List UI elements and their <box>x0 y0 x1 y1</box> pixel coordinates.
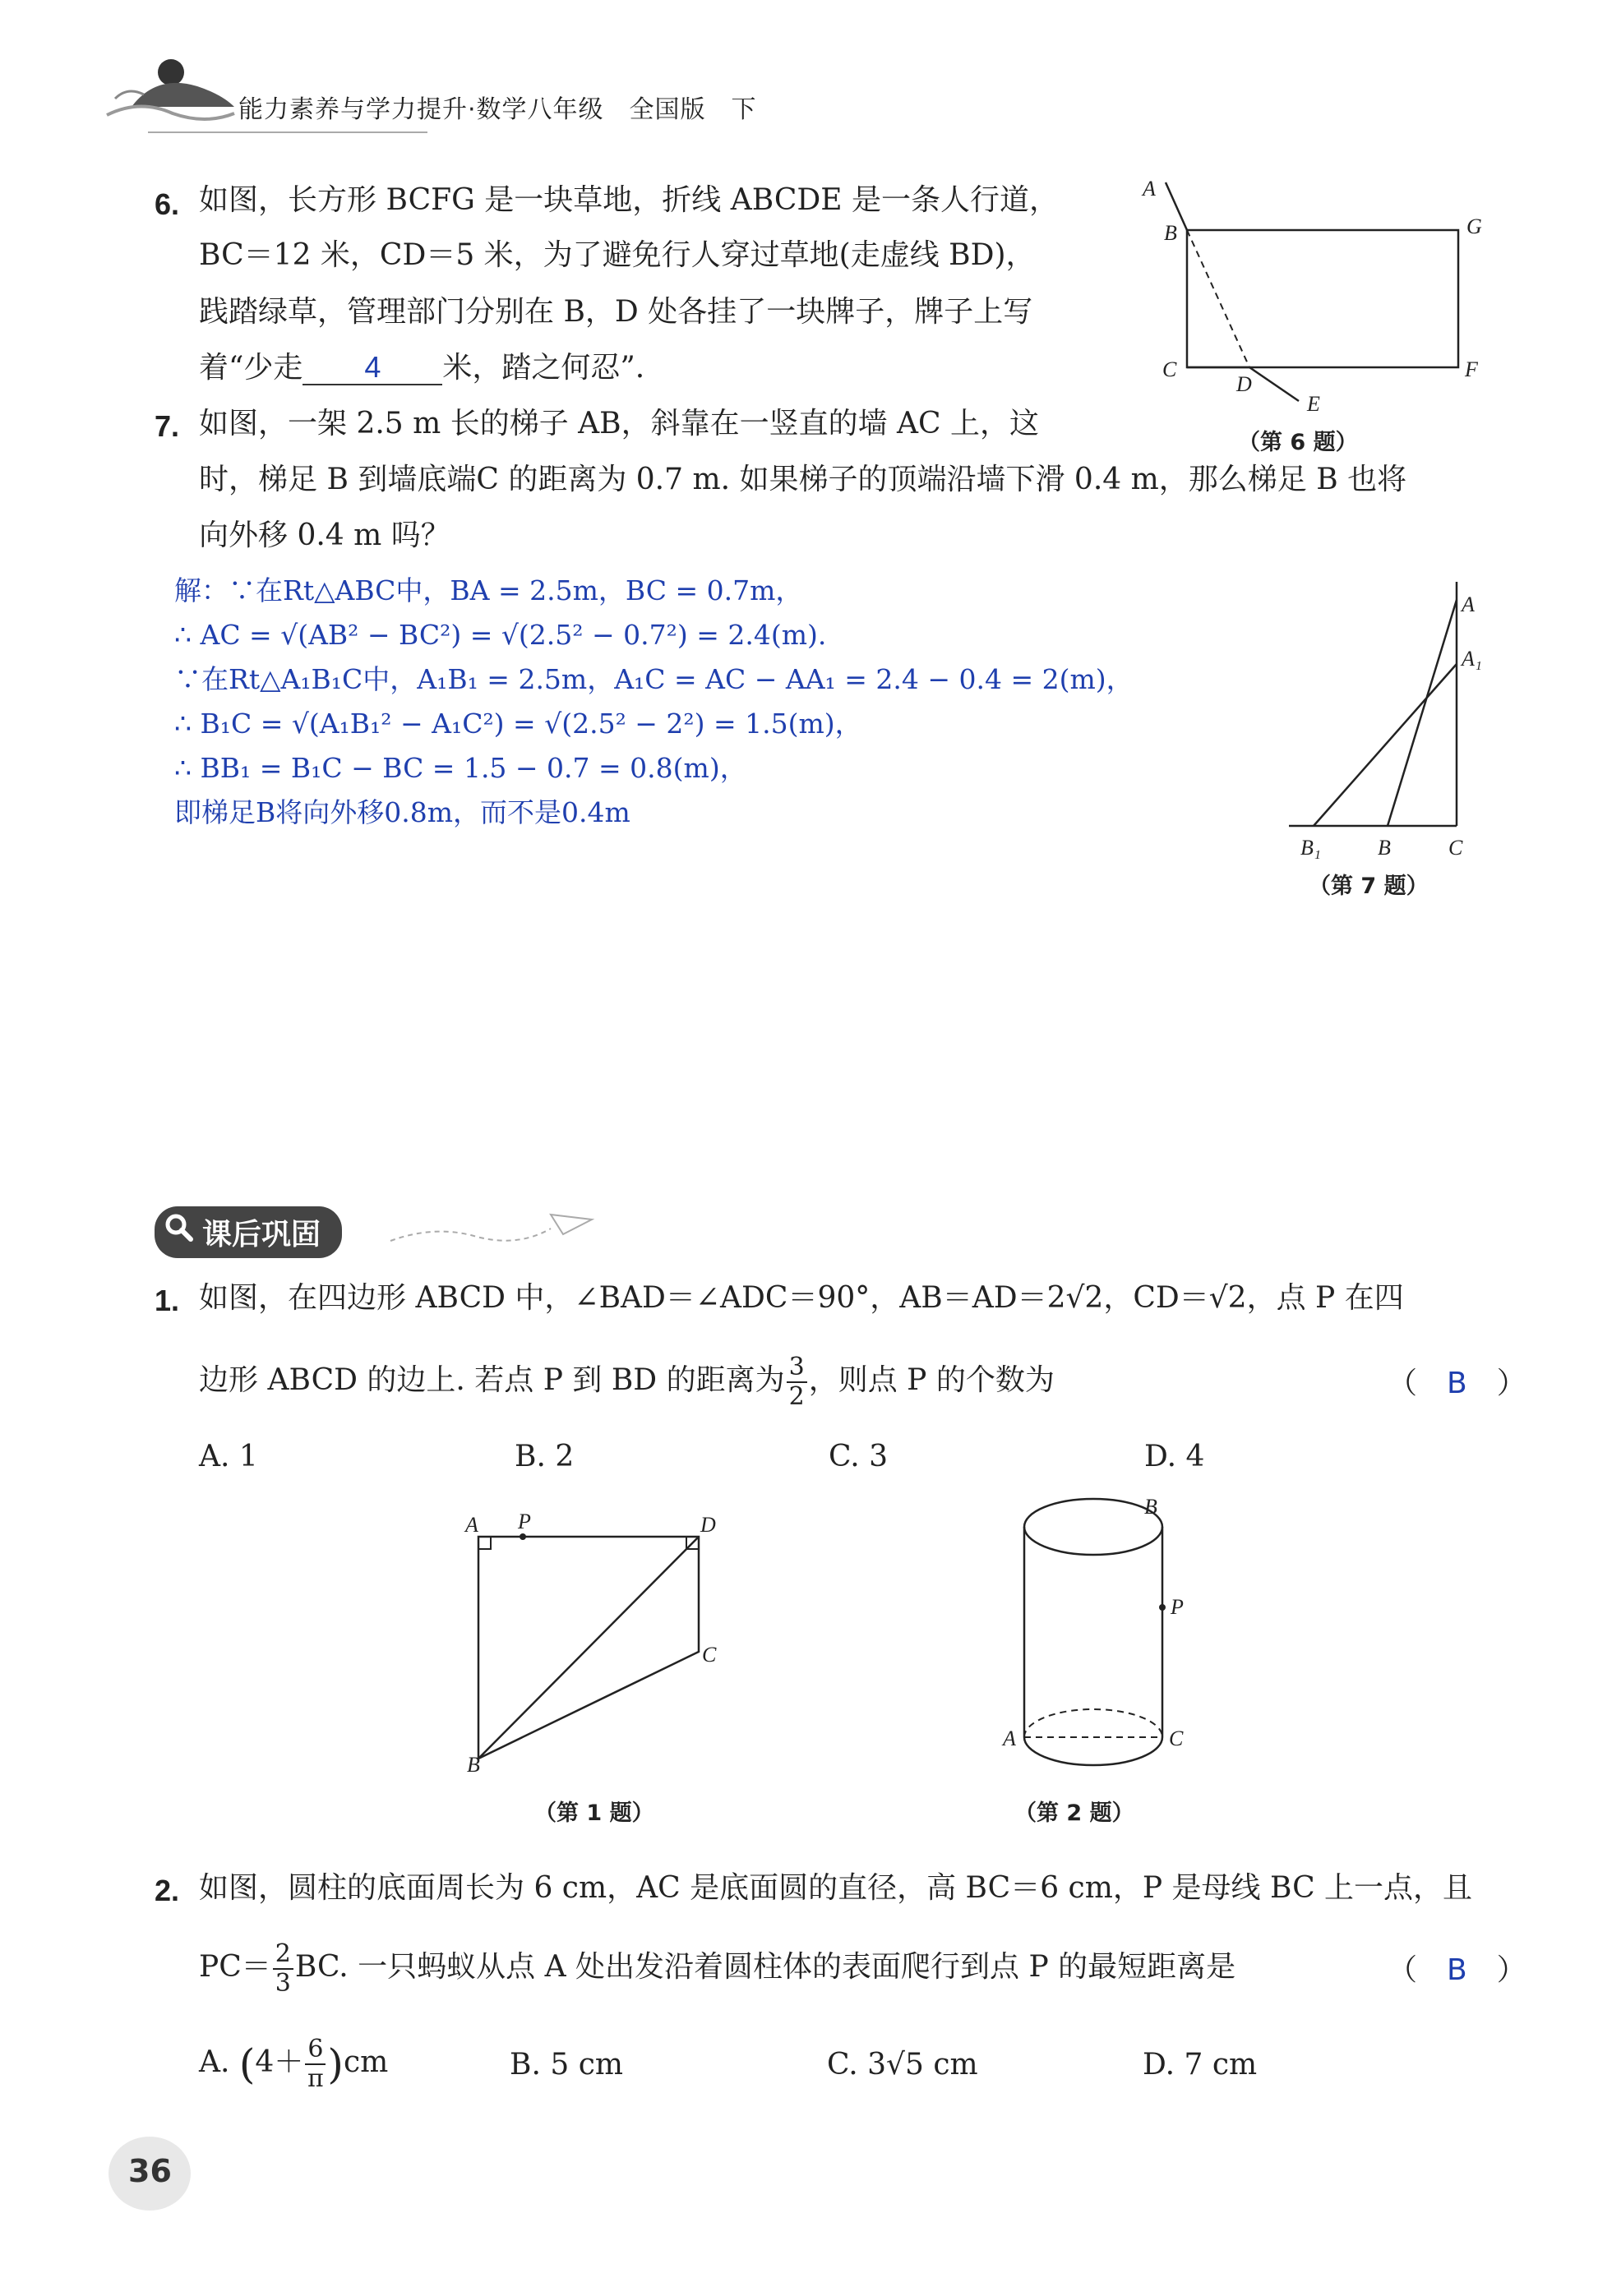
p2-number: 2. <box>155 1874 180 1907</box>
p1-line2 <box>199 1348 1055 1413</box>
p2-option-b: B. 5 cm <box>510 2048 623 2082</box>
p2-label-c: C <box>1169 1727 1184 1750</box>
q6-label-a: A <box>1143 177 1156 201</box>
header-title: 能力素养与学力提升·数学八年级 全国版 下 <box>238 95 757 124</box>
p1-label-d: D <box>700 1513 716 1537</box>
q7-label-b1: B₁ <box>1300 836 1321 860</box>
p2-option-a-fraction <box>305 2036 326 2093</box>
q7-label-c: C <box>1448 836 1463 860</box>
q6-line4-pre: 着“少走 <box>199 351 303 385</box>
q6-line3: 践踏绿草，管理部门分别在 B，D 处各挂了一块牌子，牌子上写 <box>199 295 1033 329</box>
p1-frac-den: 2 <box>788 1382 805 1411</box>
p2-option-a-int: 4＋ <box>255 2045 304 2079</box>
p1-option-d: D. 4 <box>1144 1440 1205 1473</box>
q7-solution-line6: 即梯足B将向外移0.8m，而不是0.4m <box>174 796 630 828</box>
q7-solution-line2: ∴ AC = √(AB² − BC²) = √(2.5² − 0.7²) = 2.4(m). <box>174 619 827 651</box>
p2-option-c: C. 3√5 cm <box>827 2048 978 2082</box>
q6-line1: 如图，长方形 BCFG 是一块草地，折线 ABCDE 是一条人行道， <box>199 183 1059 217</box>
q7-solution-line3: ∵在Rt△A₁B₁C中，A₁B₁ = 2.5m，A₁C = AC − AA₁ = 2.4 − 0.4 = 2(m)， <box>174 663 1134 695</box>
p1-option-c: C. 3 <box>829 1440 889 1473</box>
q6-label-g: G <box>1466 214 1482 238</box>
p2-fraction <box>273 1940 293 1998</box>
p1-label-b: B <box>467 1753 480 1775</box>
p2-label-b: B <box>1144 1495 1157 1519</box>
q7-figure-caption: （第 7 题） <box>1309 874 1429 899</box>
p1-figure-caption: （第 1 题） <box>534 1800 654 1826</box>
p2-option-a-unit: cm <box>343 2045 389 2079</box>
q7-label-b: B <box>1378 836 1391 860</box>
p2-answer: B <box>1447 1953 1467 1987</box>
p2-option-a-lparen: ( <box>238 2040 256 2088</box>
q6-label-f: F <box>1465 357 1478 381</box>
q7-number: 7. <box>155 409 180 443</box>
p1-line1: 如图，在四边形 ABCD 中，∠BAD＝∠ADC＝90°，AB＝AD＝2√2，CD＝√2，点 P 在四 <box>199 1281 1404 1315</box>
p1-line2-post: ，则点 P 的个数为 <box>808 1363 1055 1397</box>
p2-option-a-rparen: ) <box>327 2040 344 2088</box>
header-logo <box>99 49 238 123</box>
section-decor-line <box>386 1208 600 1249</box>
q6-line2: BC＝12 米，CD＝5 米，为了避免行人穿过草地(走虚线 BD)， <box>199 238 1036 272</box>
p2-option-a-label: A. <box>199 2045 230 2079</box>
q6-line4 <box>199 339 644 398</box>
q7-solution-line4: ∴ B₁C = √(A₁B₁² − A₁C²) = √(2.5² − 2²) = 1.5(m)， <box>174 708 862 740</box>
p2-line2-post: BC. 一只蚂蚁从点 A 处出发沿着圆柱体的表面爬行到点 P 的最短距离是 <box>294 1950 1236 1984</box>
q6-label-e: E <box>1307 392 1320 416</box>
q7-solution-line1: 解：∵在Rt△ABC中，BA = 2.5m，BC = 0.7m， <box>174 574 803 606</box>
header-rule <box>148 131 427 133</box>
q6-figure-caption: （第 6 题） <box>1238 430 1358 455</box>
q7-label-a1: A₁ <box>1462 647 1482 671</box>
figure-p1 <box>452 1504 740 1775</box>
p2-label-p: P <box>1171 1595 1184 1619</box>
p1-frac-num: 3 <box>787 1353 807 1383</box>
p1-option-a: A. 1 <box>199 1440 258 1473</box>
p2-line2-pre: PC＝ <box>199 1950 271 1984</box>
p2-frac-num: 2 <box>273 1940 293 1970</box>
p2-frac-den: 3 <box>275 1969 291 1998</box>
q7-line2: 时，梯足 B 到墙底端C 的距离为 0.7 m. 如果梯子的顶端沿墙下滑 0.4 m，那么梯足 B 也将 <box>199 463 1407 496</box>
p2-option-a-frac-num: 6 <box>305 2036 326 2065</box>
q7-line1: 如图，一架 2.5 m 长的梯子 AB，斜靠在一竖直的墙 AC 上，这 <box>199 407 1040 440</box>
p2-answer-paren: （ B ） <box>1388 1953 1526 1987</box>
p2-line2 <box>199 1934 1235 2000</box>
p1-answer: B <box>1447 1367 1467 1400</box>
search-icon <box>163 1211 196 1244</box>
p1-label-c: C <box>702 1643 717 1667</box>
p1-label-p: P <box>518 1510 531 1533</box>
q7-solution-line5: ∴ BB₁ = B₁C − BC = 1.5 − 0.7 = 0.8(m)， <box>174 752 747 784</box>
figure-p2 <box>978 1487 1192 1775</box>
q6-line4-post: 米，踏之何忍”. <box>442 351 645 385</box>
p2-option-d: D. 7 cm <box>1143 2048 1258 2082</box>
q6-label-c: C <box>1162 357 1177 381</box>
figure-q7 <box>1274 575 1504 863</box>
q6-label-b: B <box>1164 221 1177 245</box>
section-title: 课后巩固 <box>202 1218 321 1252</box>
q7-line3: 向外移 0.4 m 吗？ <box>199 519 450 552</box>
q6-label-d: D <box>1236 372 1252 396</box>
p1-option-b: B. 2 <box>515 1440 575 1473</box>
p2-option-a-frac-den: π <box>307 2064 324 2093</box>
q6-answer-blank: 4 <box>303 351 442 385</box>
p2-figure-caption: （第 2 题） <box>1014 1800 1134 1826</box>
p2-option-a <box>199 2030 388 2097</box>
p1-number: 1. <box>155 1284 180 1317</box>
q6-number: 6. <box>155 187 180 221</box>
q7-label-a: A <box>1462 592 1475 616</box>
p1-answer-paren: （ B ） <box>1388 1367 1526 1400</box>
page-number: 36 <box>128 2153 172 2189</box>
p2-line1: 如图，圆柱的底面周长为 6 cm，AC 是底面圆的直径，高 BC＝6 cm，P 是母线 BC 上一点，且 <box>199 1871 1473 1905</box>
p1-line2-pre: 边形 ABCD 的边上. 若点 P 到 BD 的距离为 <box>199 1363 785 1397</box>
p2-label-a: A <box>1003 1727 1016 1750</box>
p1-label-a: A <box>465 1513 478 1537</box>
p1-fraction <box>787 1353 807 1411</box>
figure-q6 <box>1134 173 1496 460</box>
